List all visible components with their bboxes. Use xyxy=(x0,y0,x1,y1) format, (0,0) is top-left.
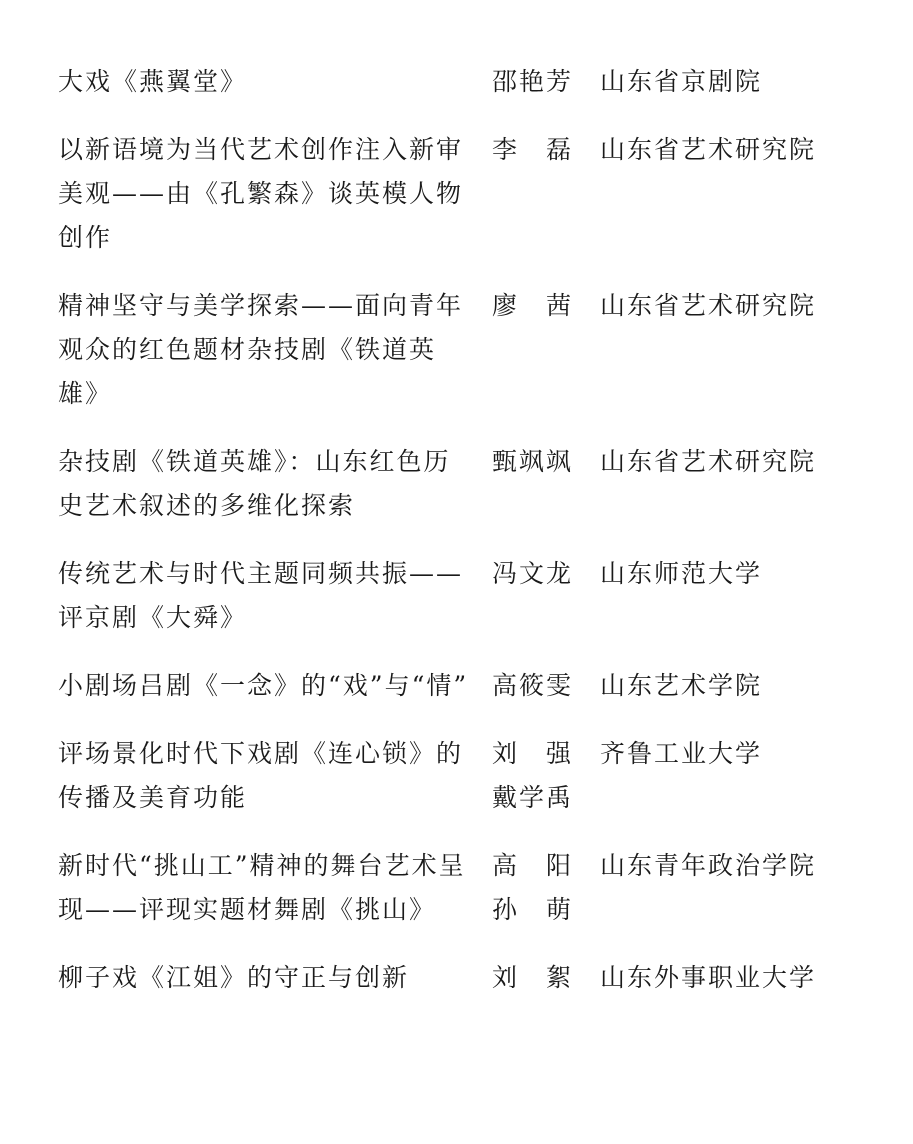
author-name: 刘 絮 xyxy=(492,963,574,992)
document-list xyxy=(58,60,858,1024)
list-item xyxy=(58,732,858,820)
entry-authors xyxy=(492,552,592,596)
entry-authors xyxy=(492,664,592,708)
entry-unit: 齐鲁工业大学 xyxy=(600,739,763,768)
entry-title: 评场景化时代下戏剧《连心锁》的传播及美育功能 xyxy=(58,739,464,812)
author-name: 戴学禹 xyxy=(492,783,574,812)
author-name: 孙 萌 xyxy=(492,895,574,924)
entry-unit: 山东师范大学 xyxy=(600,559,763,588)
author-name: 高筱雯 xyxy=(492,671,574,700)
entry-title: 杂技剧《铁道英雄》：山东红色历史艺术叙述的多维化探索 xyxy=(58,447,451,520)
entry-title: 柳子戏《江姐》的守正与创新 xyxy=(58,963,410,992)
entry-authors xyxy=(492,956,592,1000)
entry-unit: 山东青年政治学院 xyxy=(600,851,817,880)
list-item xyxy=(58,844,858,932)
entry-unit: 山东省艺术研究院 xyxy=(600,135,817,164)
entry-authors xyxy=(492,60,592,104)
author-name: 李 磊 xyxy=(492,135,574,164)
list-item xyxy=(58,664,858,708)
entry-title: 新时代“挑山工”精神的舞台艺术呈现——评现实题材舞剧《挑山》 xyxy=(58,851,466,924)
entry-title: 小剧场吕剧《一念》的“戏”与“情” xyxy=(58,671,469,700)
entry-title: 大戏《燕翼堂》 xyxy=(58,67,248,96)
entry-unit: 山东省艺术研究院 xyxy=(600,447,817,476)
entry-authors xyxy=(492,128,592,172)
entry-unit: 山东省京剧院 xyxy=(600,67,763,96)
entry-title: 以新语境为当代艺术创作注入新审美观——由《孔繁森》谈英模人物创作 xyxy=(58,135,464,252)
list-item xyxy=(58,60,858,104)
author-name: 冯文龙 xyxy=(492,559,574,588)
entry-authors xyxy=(492,844,592,932)
author-name: 刘 强 xyxy=(492,739,574,768)
entry-title: 精神坚守与美学探索——面向青年观众的红色题材杂技剧《铁道英雄》 xyxy=(58,291,464,408)
author-name: 邵艳芳 xyxy=(492,67,574,96)
list-item xyxy=(58,956,858,1000)
entry-unit: 山东省艺术研究院 xyxy=(600,291,817,320)
author-name: 高 阳 xyxy=(492,851,574,880)
entry-authors xyxy=(492,284,592,328)
entry-unit: 山东外事职业大学 xyxy=(600,963,817,992)
list-item xyxy=(58,284,858,416)
author-name: 甄飒飒 xyxy=(492,447,574,476)
list-item xyxy=(58,128,858,260)
author-name: 廖 茜 xyxy=(492,291,574,320)
entry-title: 传统艺术与时代主题同频共振——评京剧《大舜》 xyxy=(58,559,464,632)
list-item xyxy=(58,552,858,640)
entry-authors xyxy=(492,440,592,484)
entry-unit: 山东艺术学院 xyxy=(600,671,763,700)
entry-authors xyxy=(492,732,592,820)
list-item xyxy=(58,440,858,528)
